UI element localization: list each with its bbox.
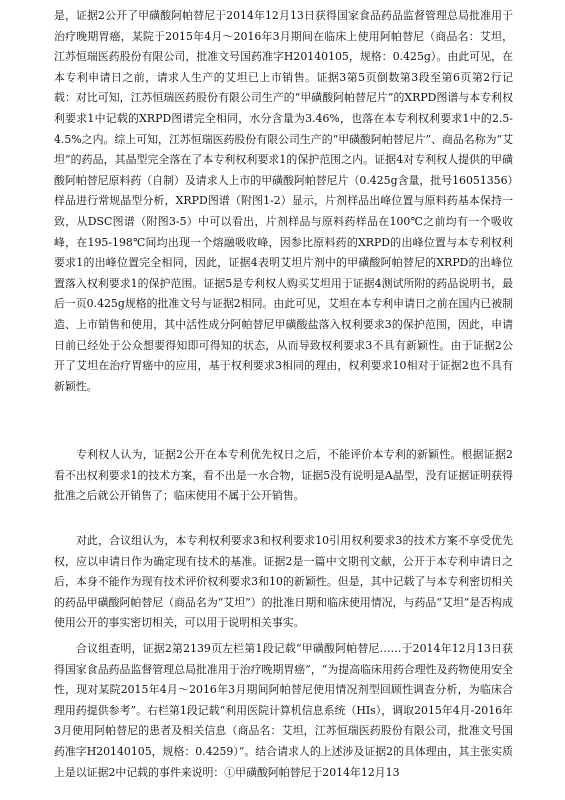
- paragraph-evidence-analysis: 是，证据2公开了甲磺酸阿帕替尼于2014年12月13日获得国家食品药品监督管理总局批准用于治疗晚期胃癌，某院于2015年4月～2016年3月期间在临床上使用阿帕替尼（商品名：艾坦，江苏恒瑞医药股份有限公司，批准文号国药准字H20140105，规格：0.425g）。由此可见，在本专利申请日之前，请求人生产的艾坦已上市销售。证据3第5页倒数第3段至第6页第2行记载：对比可知，江苏恒瑞医药股份有限公司生产的“甲磺酸阿帕替尼片”的XRPD图谱与本专利权利要求1中记载的XRPD图谱完全相同，水分含量为3.46%，也落在本专利权利要求1中的2.5-4.5%之内。综上可知，江苏恒瑞医药股份有限公司生产的“甲磺酸阿帕替尼片”、商品名称为“艾坦”的药品，其晶型完全落在了本专利权利要求1的保护范围之内。证据4对专利权人提供的甲磺酸阿帕替尼原料药（自制）及请求人上市的甲磺酸阿帕替尼片（0.425g含量，批号16051356）样品进行常规晶型分析，XRPD图谱（附图1-2）显示，片剂样品出峰位置与原料药基本保持一致，从DSC图谱（附图3-5）中可以看出，片剂样品与原料药样品在100℃之前均有一个吸收峰，在195-198℃间均出现一个熔融吸收峰，因参比原料药的XRPD的出峰位置与本专利权利要求1的出峰位置完全相同，因此，证据4表明艾坦片剂中的甲磺酸阿帕替尼的XRPD的出峰位置落入权利要求1的保护范围。证据5是专利权人购买艾坦用于证据4测试所附的药品说明书，最后一页0.425g规格的批准文号与证据2相同。由此可见，艾坦在本专利申请日之前在国内已被制造、上市销售和使用，其中活性成分阿帕替尼甲磺酸盐落入权利要求3的保护范围，因此，申请日前已经处于公众想要得知即可得知的状态，从而导致权利要求3不具有新颖性。由于证据2公开了艾坦在治疗胃癌中的应用，基于权利要求3相同的理由，权利要求10相对于证据2也不具有新颖性。: [54, 9, 513, 393]
- paragraph-panel-findings: 合议组查明，证据2第2139页左栏第1段记载“甲磺酸阿帕替尼……于2014年12月13日获得国家食品药品监督管理总局批准用于治疗晚期胃癌”，“为提高临床用药合理性及药物使用安全性，现对某院2015年4月～2016年3月期间阿帕替尼使用情况剂型回顾性调查分析，为临床合理用药提供参考”。右栏第1段记载“利用医院计算机信息系统（HIs），调取2015年4月-2016年3月使用阿帕替尼的患者及相关信息（商品名：艾坦，江苏恒瑞医药股份有限公司，批准文号国药准字H20140105，规格：0.4259）”。结合请求人的上述涉及证据2的具体理由，其主张实质上是以证据2中记载的事件来说明：①甲磺酸阿帕替尼于2014年12月13: [54, 642, 513, 779]
- paragraph-patentee-opinion: 专利权人认为，证据2公开在本专利优先权日之后，不能评价本专利的新颖性。根据证据2看不出权利要求1的技术方案，看不出是一水合物，证据5没有说明是A晶型，没有证据证明获得批准之后就公开销售了；临床使用不属于公开销售。: [54, 448, 513, 503]
- paragraph-panel-opinion: 对此，合议组认为，本专利权利要求3和权利要求10引用权利要求3的技术方案不享受优先权，应以申请日作为确定现有技术的基准。证据2是一篇中文期刊文献，公开于本专利申请日之后，本身不能作为现有技术评价权利要求3和10的新颖性。但是，其中记载了与本专利密切相关的药品甲磺酸阿帕替尼（商品名为“艾坦”）的批准日期和临床使用情况，与药品“艾坦”是否构成使用公开的事实密切相关，可以用于说明相关事实。: [54, 534, 513, 630]
